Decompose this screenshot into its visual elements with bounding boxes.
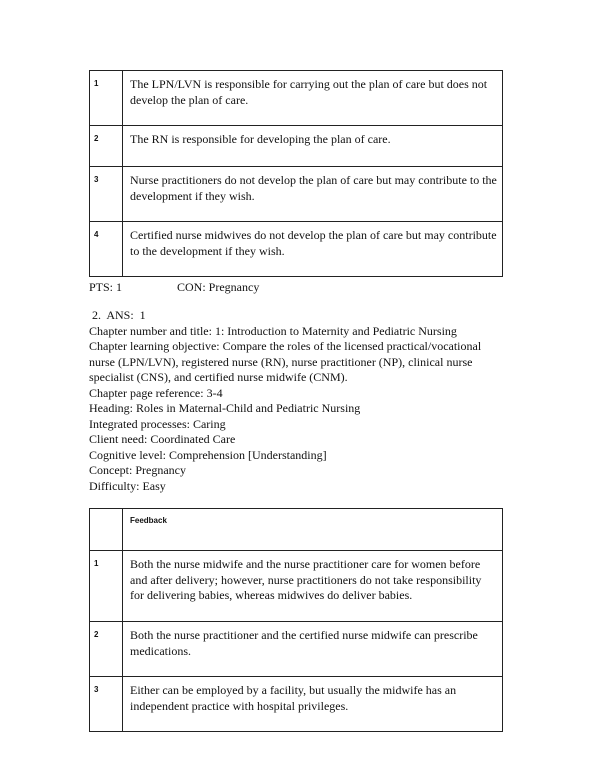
answer-line: 2. ANS: 1	[89, 308, 146, 322]
meta-line	[89, 280, 509, 296]
integrated-processes: Integrated processes: Caring	[89, 416, 226, 431]
header-empty-cell	[90, 509, 123, 551]
table-row	[90, 126, 503, 167]
page-reference: Chapter page reference: 3-4	[89, 385, 223, 400]
cognitive-level: Cognitive level: Comprehension [Understanding]	[89, 447, 327, 462]
row-number: 2	[90, 126, 123, 167]
chapter-title: Chapter number and title: 1: Introduction to Maternity and Pediatric Nursing	[89, 323, 457, 338]
options-table	[89, 70, 503, 277]
row-number: 1	[90, 71, 123, 126]
feedback-header: Feedback	[123, 509, 503, 551]
row-text: The LPN/LVN is responsible for carrying out the plan of care but does not develop the plan of care.	[123, 71, 503, 126]
row-text: Either can be employed by a facility, but usually the midwife has an independent practice with hospital privileges.	[123, 677, 503, 732]
row-number: 3	[90, 677, 123, 732]
table-row	[90, 677, 503, 732]
con-label: CON: Pregnancy	[177, 280, 260, 294]
row-text: Nurse practitioners do not develop the plan of care but may contribute to the development if they wish.	[123, 167, 503, 222]
learning-objective: Chapter learning objective: Compare the roles of the licensed practical/vocational nurse (LPN/LVN), registered nurse (RN), nurse practitioner (NP), clinical nurse specialist (CNS), and certified nurse midwife (CNM).	[89, 339, 482, 384]
client-need: Client need: Coordinated Care	[89, 432, 236, 446]
row-number: 4	[90, 222, 123, 277]
table-row	[90, 222, 503, 277]
concept: Concept: Pregnancy	[89, 463, 186, 477]
table-row	[90, 71, 503, 126]
heading: Heading: Roles in Maternal-Child and Pediatric Nursing	[89, 401, 361, 415]
row-text: Both the nurse practitioner and the certified nurse midwife can prescribe medications.	[123, 622, 503, 677]
row-text: Both the nurse midwife and the nurse practitioner care for women before and after delivery; however, nurse practitioners do not take responsibility for delivering babies, whereas midwives do deliver babies.	[123, 551, 503, 622]
row-text: Certified nurse midwives do not develop the plan of care but may contribute to the development if they wish.	[123, 222, 503, 277]
table-header-row	[90, 509, 503, 551]
table-row	[90, 167, 503, 222]
row-number: 3	[90, 167, 123, 222]
row-number: 2	[90, 622, 123, 677]
pts-label: PTS: 1	[89, 280, 123, 294]
feedback-table	[89, 508, 503, 732]
difficulty: Difficulty: Easy	[89, 478, 166, 493]
table-row	[90, 551, 503, 622]
row-text: The RN is responsible for developing the plan of care.	[123, 126, 503, 167]
answer-block	[89, 308, 509, 494]
table-row	[90, 622, 503, 677]
row-number: 1	[90, 551, 123, 622]
